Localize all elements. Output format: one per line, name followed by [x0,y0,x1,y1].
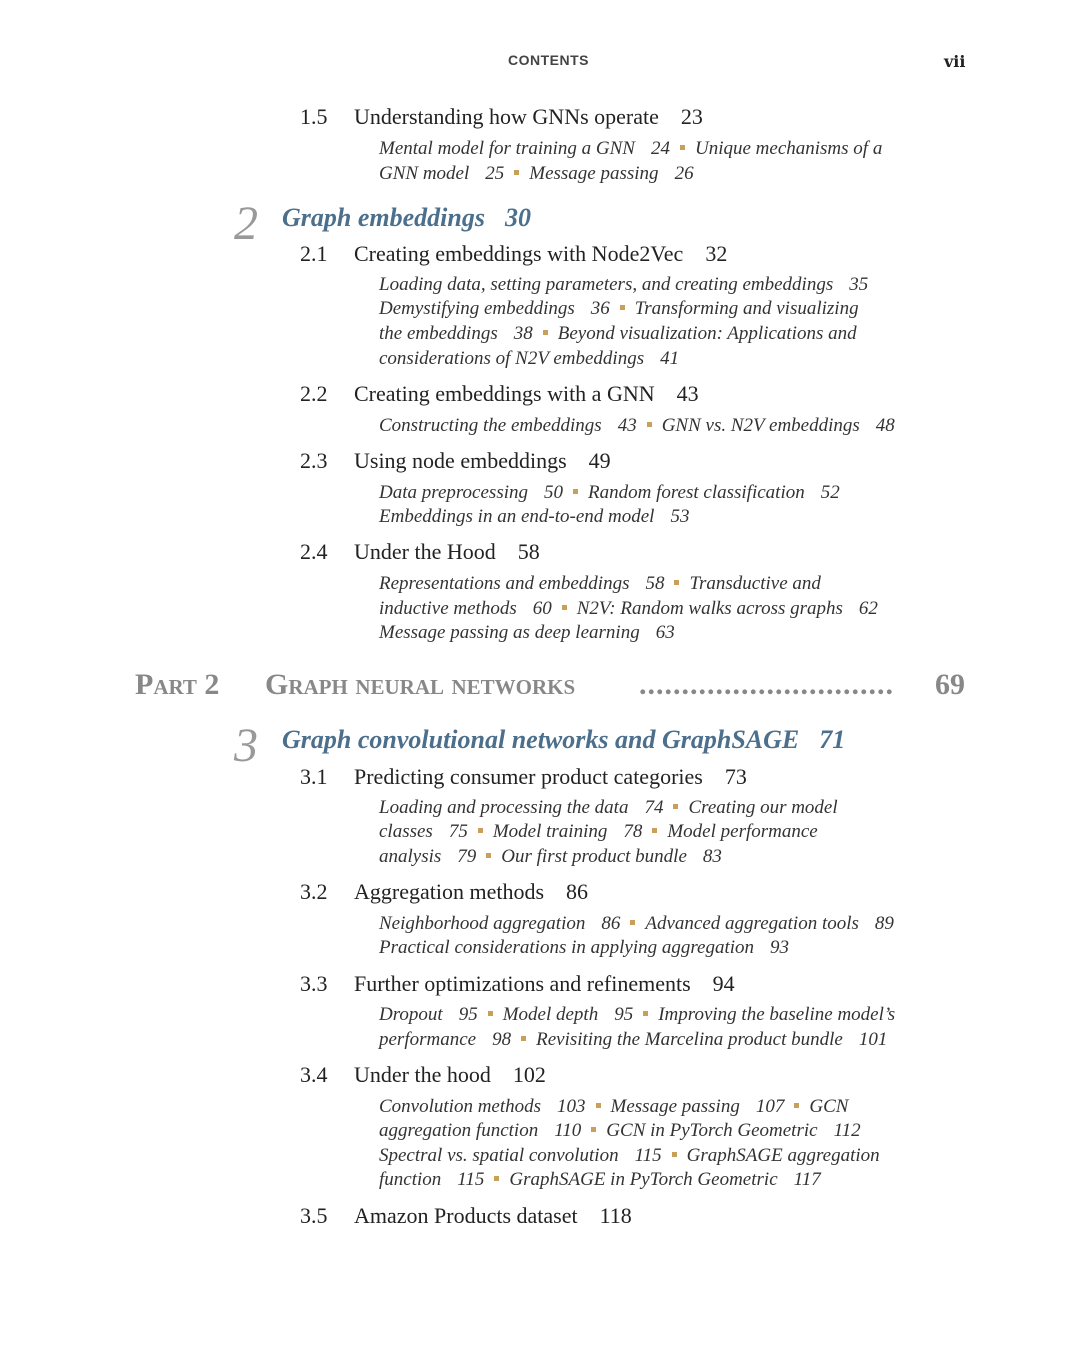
bullet-icon [488,1011,493,1016]
bullet-icon [672,1152,677,1157]
subsection-title[interactable]: considerations of N2V embeddings [379,348,645,369]
subsection-title[interactable]: Advanced aggregation tools [645,913,859,934]
subsection-line [379,298,859,320]
section-title: Under the Hood [354,539,496,564]
section-number: 3.5 [300,1203,328,1228]
subsection-page: 93 [770,937,790,958]
bullet-icon [573,489,578,494]
subsection-title[interactable]: Random forest classification [588,482,805,503]
subsection-title[interactable]: N2V: Random walks across graphs [576,598,843,619]
subsection-title[interactable]: GNN vs. N2V embeddings [661,415,860,436]
subsection-title[interactable]: Convolution methods [379,1096,542,1117]
subsection-title[interactable]: Revisiting the Marcelina product bundle [536,1029,843,1050]
bullet-icon [673,804,678,809]
section-number: 3.4 [300,1062,328,1087]
section-number: 3.1 [300,764,328,789]
section-page: 43 [676,381,699,406]
chapter-title-3[interactable] [282,725,845,755]
section-page: 58 [517,539,540,564]
running-header-title: CONTENTS [508,52,589,68]
subsection-title[interactable]: Demystifying embeddings [379,298,575,319]
subsection-title[interactable]: Neighborhood aggregation [379,913,586,934]
subsection-page: 25 [485,163,505,184]
section-title: Under the hood [354,1062,491,1087]
subsection-page: 112 [833,1120,861,1141]
section-page: 32 [705,241,728,266]
subsection-page: 107 [755,1096,785,1117]
subsection-page: 26 [674,163,694,184]
subsection-line [379,1004,895,1026]
section-page: 49 [588,448,611,473]
subsection-title[interactable]: Representations and embeddings [379,573,630,594]
subsection-title[interactable]: Transforming and visualizing [634,298,859,319]
section-page: 23 [680,104,703,129]
subsection-page: 58 [645,573,665,594]
section-title: Aggregation methods [354,879,545,904]
subsection-line [379,1145,880,1167]
subsection-title[interactable]: Model training [492,821,608,842]
toc-section-2-1[interactable] [354,241,727,267]
section-title: Understanding how GNNs operate [354,104,659,129]
subsection-line [379,598,878,620]
subsection-line [379,846,722,868]
subsection-line [379,821,818,843]
bullet-icon [514,170,519,175]
subsection-line [379,573,821,595]
subsection-page: 79 [457,846,477,867]
bullet-icon [630,920,635,925]
chapter-page: 71 [819,725,846,754]
part-2-heading[interactable] [135,668,965,704]
bullet-icon [647,422,652,427]
section-number: 2.1 [300,241,328,266]
part-title: Graph neural networks [265,668,576,701]
subsection-page: 24 [650,138,670,159]
subsection-page: 101 [858,1029,888,1050]
subsection-page: 43 [617,415,637,436]
bullet-icon [521,1036,526,1041]
chapter-number: 3 [234,719,258,772]
bullet-icon [543,330,548,335]
subsection-title[interactable]: performance [379,1029,477,1050]
subsection-page: 53 [670,506,690,527]
section-title: Predicting consumer product categories [354,764,703,789]
subsection-title[interactable]: Message passing [529,163,659,184]
leader-dots: .............................. [639,668,894,701]
part-page: 69 [935,668,965,701]
section-title: Using node embeddings [354,448,567,473]
bullet-icon [494,1176,499,1181]
section-number: 3.3 [300,971,328,996]
subsection-title[interactable]: the embeddings [379,323,498,344]
subsection-title[interactable]: aggregation function [379,1120,539,1141]
chapter-number: 2 [234,197,258,250]
subsection-page: 95 [458,1004,478,1025]
subsection-page: 50 [544,482,563,503]
bullet-icon [562,605,567,610]
subsection-page: 38 [513,323,533,344]
page-number: vii [944,52,966,71]
subsection-page: 60 [532,598,552,619]
toc-section-3-5[interactable] [354,1203,632,1229]
bullet-icon [596,1103,601,1108]
section-title: Creating embeddings with a GNN [354,381,655,406]
subsection-page: 41 [660,348,680,369]
subsection-title[interactable]: analysis [379,846,442,867]
bullet-icon [794,1103,799,1108]
subsection-title[interactable]: Message passing [610,1096,740,1117]
subsection-page: 110 [554,1120,582,1141]
subsection-line [379,163,694,185]
subsection-page: 115 [634,1145,662,1166]
section-title: Further optimizations and refinements [354,971,691,996]
subsection-title[interactable]: Our first product bundle [501,846,687,867]
subsection-line [379,1096,848,1118]
subsection-page: 98 [492,1029,512,1050]
subsection-line [379,274,868,296]
subsection-page: 89 [874,913,894,934]
subsection-page: 83 [702,846,722,867]
bullet-icon [643,1011,648,1016]
subsection-title[interactable]: GNN model [379,163,470,184]
bullet-icon [478,828,483,833]
subsection-line [379,1169,821,1191]
subsection-title[interactable]: Loading data, setting parameters, and creating embeddings [379,274,834,295]
subsection-page: 52 [820,482,840,503]
chapter-title: Graph embeddings [282,203,485,232]
subsection-title[interactable]: Spectral vs. spatial convolution [379,1145,619,1166]
subsection-title[interactable]: Dropout [379,1004,443,1025]
subsection-title[interactable]: Beyond visualization: Applications and [557,323,857,344]
subsection-page: 103 [557,1096,586,1117]
subsection-title[interactable]: Improving the baseline model’s [658,1004,896,1025]
section-number: 1.5 [300,104,328,129]
section-page: 73 [724,764,747,789]
subsection-title[interactable]: Message passing as deep learning [379,622,640,643]
subsection-title[interactable]: Transductive and [689,573,821,594]
bullet-icon [674,580,679,585]
subsection-line [379,1120,861,1142]
subsection-page: 95 [614,1004,634,1025]
section-title: Amazon Products dataset [354,1203,578,1228]
subsection-page: 75 [448,821,468,842]
section-number: 2.3 [300,448,328,473]
subsection-title[interactable]: Data preprocessing [379,482,528,503]
subsection-line [379,415,895,437]
toc-section-3-3[interactable] [354,971,735,997]
bullet-icon [680,145,685,150]
subsection-page: 36 [590,298,610,319]
chapter-page: 30 [504,203,531,232]
subsection-page: 48 [875,415,895,436]
subsection-title[interactable]: Practical considerations in applying aggregation [379,937,755,958]
bullet-icon [486,853,491,858]
subsection-title[interactable]: GCN in PyTorch Geometric [606,1120,818,1141]
subsection-title[interactable]: Model depth [502,1004,599,1025]
toc-section-2-3[interactable] [354,448,611,474]
subsection-title[interactable]: Loading and processing the data [379,797,629,818]
section-number: 2.2 [300,381,328,406]
subsection-page: 62 [858,598,878,619]
subsection-line [379,138,882,160]
toc-section-2-4[interactable] [354,539,540,565]
section-number: 3.2 [300,879,328,904]
subsection-title[interactable]: Creating our model [688,797,838,818]
toc-section-2-2[interactable] [354,381,699,407]
subsection-line [379,797,838,819]
subsection-page: 63 [655,622,675,643]
bullet-icon [620,305,625,310]
subsection-title[interactable]: inductive methods [379,598,517,619]
subsection-title[interactable]: function [379,1169,442,1190]
subsection-line [379,1029,887,1051]
subsection-page: 78 [623,821,643,842]
section-page: 94 [712,971,735,996]
subsection-title[interactable]: GraphSAGE in PyTorch Geometric [509,1169,778,1190]
part-label: Part 2 [135,668,220,701]
chapter-title: Graph convolutional networks and GraphSAGE [282,725,800,754]
subsection-line [379,482,840,504]
subsection-title[interactable]: Model performance [667,821,818,842]
subsection-title[interactable]: GraphSAGE aggregation [686,1145,880,1166]
toc-section-3-4[interactable] [354,1062,546,1088]
subsection-title[interactable]: Mental model for training a GNN [379,138,635,159]
toc-section-3-2[interactable] [354,879,588,905]
subsection-line [379,323,857,345]
section-page: 86 [566,879,589,904]
subsection-line [379,937,789,959]
subsection-page: 35 [849,274,869,295]
subsection-page: 117 [793,1169,821,1190]
toc-section-1-5[interactable] [300,104,328,130]
section-title: Creating embeddings with Node2Vec [354,241,684,266]
subsection-line [379,348,679,370]
subsection-line [379,506,689,528]
subsection-title[interactable]: GCN [809,1096,849,1117]
subsection-line [379,622,675,644]
chapter-title-2[interactable] [282,203,531,233]
subsection-title[interactable]: Unique mechanisms of a [694,138,883,159]
subsection-title[interactable]: Constructing the embeddings [379,415,602,436]
subsection-title[interactable]: classes [379,821,433,842]
subsection-page: 115 [457,1169,485,1190]
section-page: 118 [599,1203,632,1228]
bullet-icon [591,1127,596,1132]
subsection-page: 74 [644,797,664,818]
toc-section-1-5-title[interactable] [354,104,703,130]
toc-section-3-1[interactable] [354,764,747,790]
subsection-line [379,913,894,935]
section-page: 102 [512,1062,546,1087]
subsection-title[interactable]: Embeddings in an end-to-end model [379,506,655,527]
section-number: 2.4 [300,539,328,564]
subsection-page: 86 [601,913,621,934]
bullet-icon [652,828,657,833]
